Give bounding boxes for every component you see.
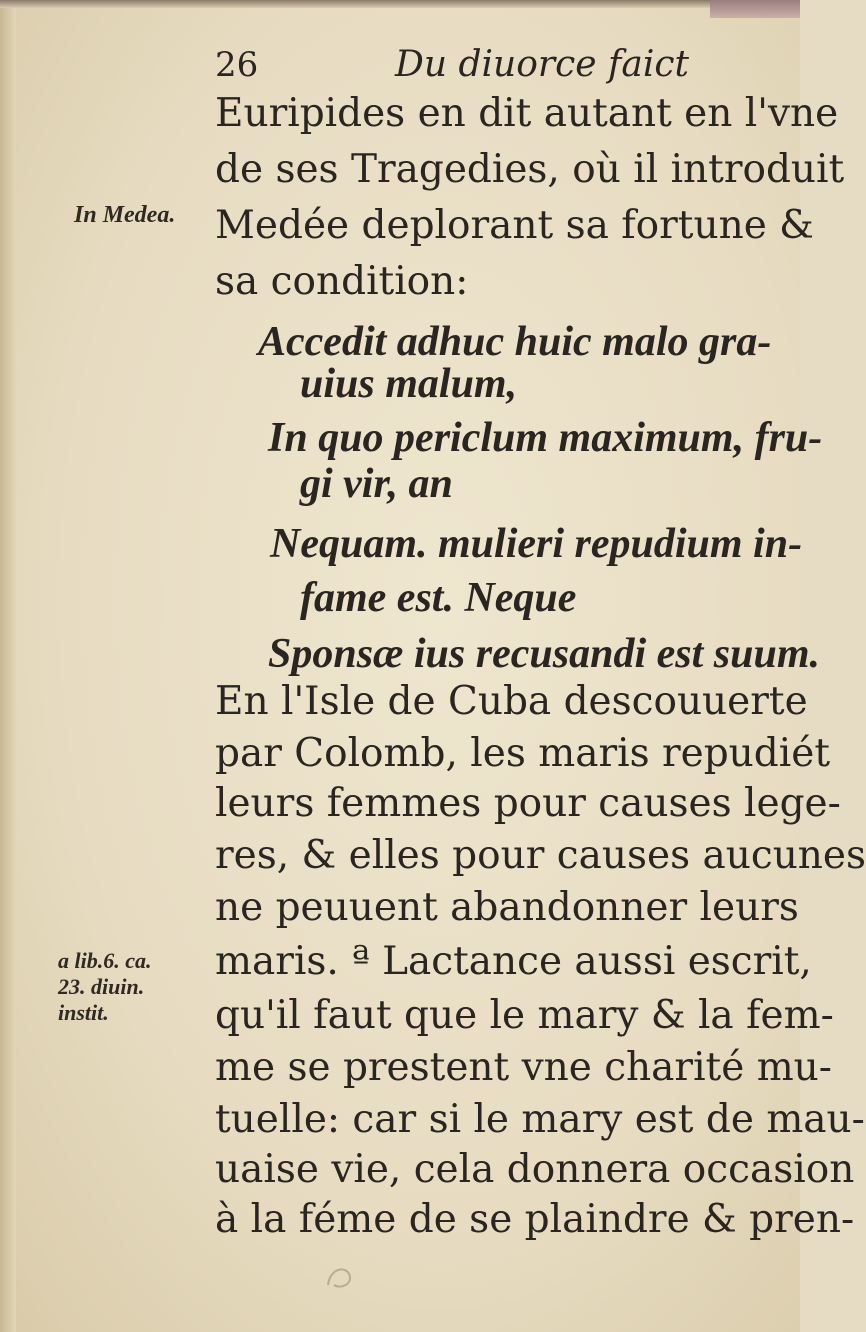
running-title: Du diuorce faict: [395, 44, 689, 85]
margin-note-lactance-2: 23. diuin.: [58, 974, 145, 999]
verse-line: Accedit adhuc huic malo gra-: [258, 319, 772, 365]
verse-line: fame est. Neque: [300, 575, 577, 621]
page-smudge-icon: [320, 1255, 360, 1295]
text-line: Medée deplorant sa fortune &: [215, 203, 814, 248]
text-line: de ses Tragedies, où il introduit: [215, 147, 845, 192]
top-page-edge: [0, 0, 800, 8]
text-line: maris. ª Lactance aussi escrit,: [215, 939, 812, 984]
text-line: res, & elles pour causes aucunes: [215, 833, 866, 878]
text-line: ne peuuent abandonner leurs: [215, 885, 799, 930]
verse-line: In quo periclum maximum, fru-: [268, 415, 823, 461]
margin-note-medea: In Medea.: [74, 202, 176, 228]
margin-note-lactance-3: instit.: [58, 1000, 109, 1025]
verse-line: Nequam. mulieri repudium in-: [270, 521, 803, 567]
text-line: sa condition:: [215, 259, 469, 304]
verse-line: uius malum,: [300, 361, 518, 407]
text-line: me se prestent vne charité mu-: [215, 1045, 832, 1090]
text-line: à la féme de se plaindre & pren-: [215, 1197, 855, 1242]
text-line: Euripides en dit autant en l'vne: [215, 91, 839, 136]
margin-note-lactance-1: a lib.6. ca.: [58, 948, 152, 973]
text-line: par Colomb, les maris repudiét: [215, 731, 830, 776]
verse-line: Sponsæ ius recusandi est suum.: [268, 631, 821, 677]
text-line: leurs femmes pour causes lege-: [215, 781, 841, 826]
running-header: [215, 40, 775, 90]
page-number: 26: [215, 45, 259, 85]
verse-line: gi vir, an: [300, 461, 453, 507]
text-line: tuelle: car si le mary est de mau-: [215, 1097, 865, 1142]
text-line: qu'il faut que le mary & la fem-: [215, 993, 834, 1038]
text-line: uaise vie, cela donnera occasion: [215, 1147, 855, 1192]
text-line: En l'Isle de Cuba descouuerte: [215, 679, 808, 724]
bookmark-ribbon: [710, 0, 800, 18]
page-gutter: [0, 0, 16, 1332]
